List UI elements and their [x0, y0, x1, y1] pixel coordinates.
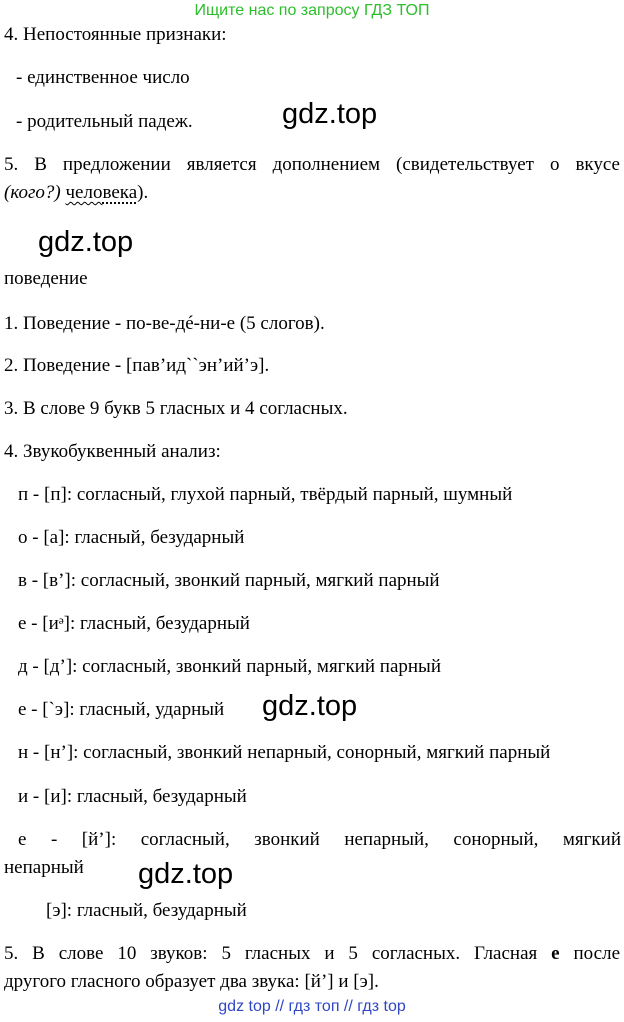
text-line: 3. В слове 9 букв 5 гласных и 4 согласных. [4, 398, 348, 419]
text-fragment: 5. В слове 10 звуков: 5 гласных и 5 согласных. Гласная [4, 943, 538, 964]
watermark: gdz.top [38, 226, 134, 258]
watermark: gdz.top [282, 98, 378, 130]
text-fragment: ). [137, 182, 149, 203]
question-italic: (кого?) [4, 182, 61, 203]
text-line: - единственное число [16, 67, 190, 88]
text-fragment: после [573, 943, 621, 964]
object-underlined: чело [65, 182, 103, 203]
text-line: 4. Звукобуквенный анализ: [4, 441, 221, 462]
object-underlined: века [102, 182, 138, 203]
sound-analysis-line: и - [и]: гласный, безударный [18, 786, 247, 807]
watermark: gdz.top [262, 690, 358, 722]
sound-analysis-line: в - [в’]: согласный, звонкий парный, мягкий парный [18, 570, 440, 591]
sound-analysis-line: п - [п]: согласный, глухой парный, твёрдый парный, шумный [18, 484, 513, 505]
text-line [4, 943, 620, 965]
text-line [4, 182, 148, 204]
sound-analysis-line: [э]: гласный, безударный [46, 900, 247, 921]
section-word: поведение [4, 268, 88, 289]
text-line: 5. В предложении является дополнением (свидетельствует о вкусе [4, 154, 620, 175]
text-line: 4. Непостоянные признаки: [4, 24, 227, 45]
sound-analysis-line: е - [`э]: гласный, ударный [18, 699, 225, 720]
bold-letter: е [551, 943, 560, 964]
sound-analysis-line: о - [а]: гласный, безударный [18, 527, 245, 548]
sound-analysis-line: е - [й’]: согласный, звонкий непарный, сонорный, мягкий [18, 829, 621, 850]
footer-links[interactable]: gdz top // гдз топ // гдз top [218, 998, 406, 1015]
sound-analysis-line: д - [д’]: согласный, звонкий парный, мягкий парный [18, 656, 441, 677]
text-line: 1. Поведение - по-ве-дé-ни-е (5 слогов). [4, 313, 325, 334]
text-line: 2. Поведение - [пав’ид``эн’ий’э]. [4, 355, 270, 376]
text-line: - родительный падеж. [16, 111, 193, 132]
sound-analysis-line: н - [н’]: согласный, звонкий непарный, сонорный, мягкий парный [18, 742, 551, 763]
watermark: gdz.top [138, 858, 234, 890]
sound-analysis-line: непарный [4, 857, 84, 878]
search-banner[interactable]: Ищите нас по запросу ГДЗ ТОП [194, 2, 430, 19]
text-line: другого гласного образует два звука: [й’] и [э]. [4, 971, 379, 992]
sound-analysis-line: е - [иᵊ]: гласный, безударный [18, 613, 250, 634]
